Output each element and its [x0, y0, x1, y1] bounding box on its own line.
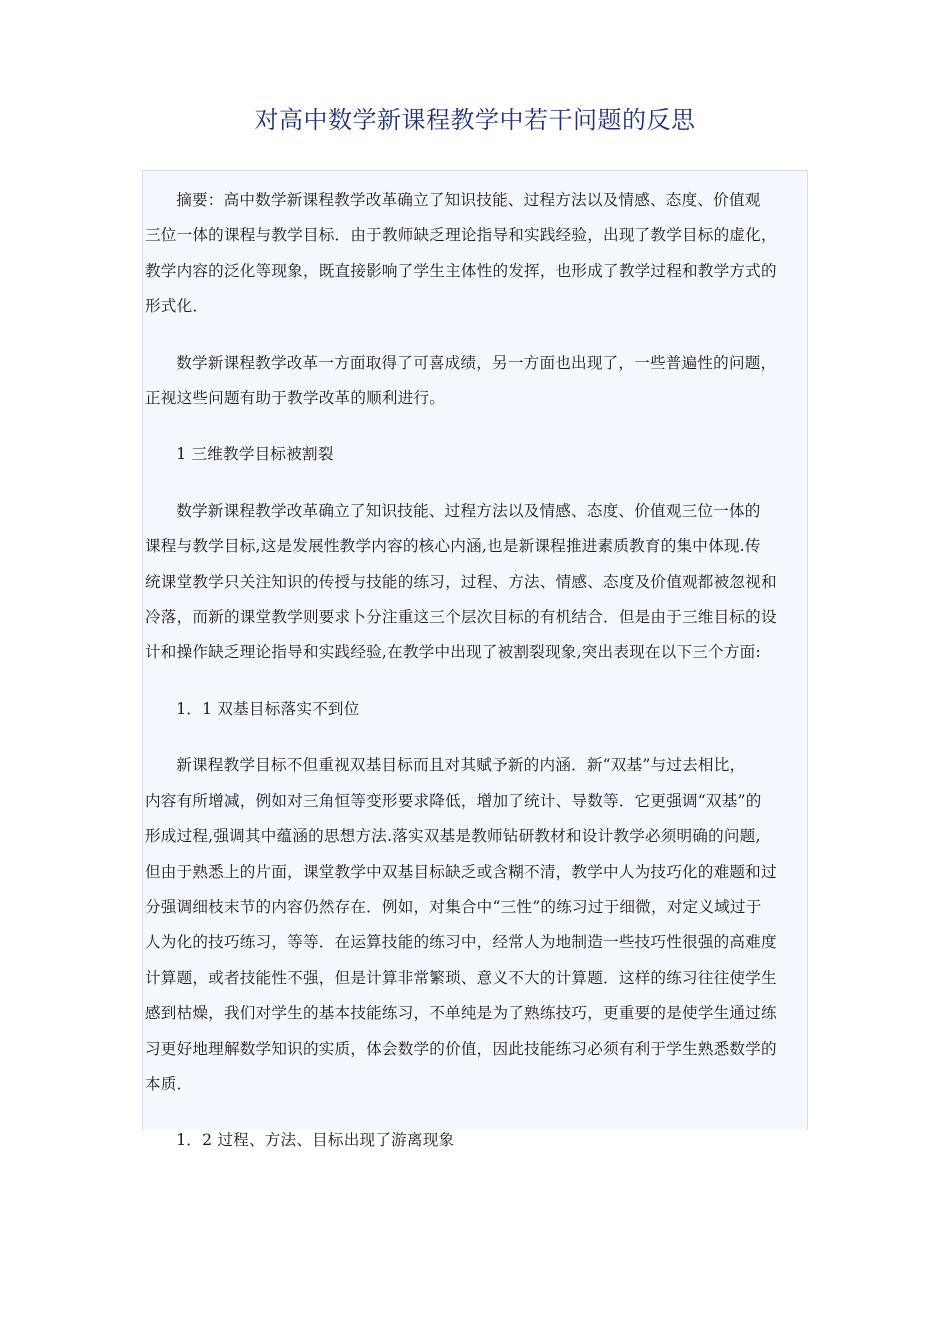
- text-line: 新课程教学目标不但重视双基目标而且对其赋予新的内涵．新“双基”与过去相比，: [176, 756, 746, 775]
- page-title: 对高中数学新课程教学中若干问题的反思: [254, 106, 696, 134]
- text-line: 教学内容的泛化等现象，既直接影响了学生主体性的发挥，也形成了教学过程和教学方式的: [145, 261, 777, 280]
- text-line: 分强调细枝末节的内容仍然存在．例如，对集合中“三性”的练习过于细微，对定义域过于: [145, 897, 762, 916]
- article-body: [142, 170, 808, 1150]
- text-line: 摘要：高中数学新课程教学改革确立了知识技能、过程方法以及情感、态度、价值观: [176, 191, 761, 209]
- text-line: 感到枯燥，我们对学生的基本技能练习，不单纯是为了熟练技巧，更重要的是使学生通过练: [145, 1004, 777, 1023]
- text-line: 习更好地理解数学知识的实质，体会数学的价值，因此技能练习必须有利于学生熟悉数学的: [145, 1039, 777, 1058]
- text-line: 形成过程,强调其中蕴涵的思想方法.落实双基是教师钻研教材和设计教学必须明确的问题,: [145, 827, 761, 846]
- text-line: 统课堂教学只关注知识的传授与技能的练习，过程、方法、情感、态度及价值观都被忽视和: [145, 572, 777, 591]
- text-line: 课程与教学目标,这是发展性教学内容的核心内涵,也是新课程推进素质教育的集中体现.传: [145, 537, 761, 556]
- text-line: 数学新课程教学改革一方面取得了可喜成绩，另一方面也出现了，一些普遍性的问题，: [176, 353, 777, 372]
- text-line: 内容有所增减，例如对三角恒等变形要求降低，增加了统计、导数等．它更强调“双基”的: [145, 791, 762, 810]
- text-line: 正视这些问题有助于教学改革的顺利进行。: [145, 389, 446, 408]
- text-line: 冷落，而新的课堂教学则要求卜分注重这三个层次目标的有机结合．但是由于三维目标的设: [145, 608, 777, 627]
- text-line: 本质．: [145, 1074, 193, 1093]
- text-line: 但由于熟悉上的片面，课堂教学中双基目标缺乏或含糊不清，教学中人为技巧化的难题和过: [145, 862, 777, 881]
- section-heading-1: [145, 437, 807, 472]
- section-heading-1-1: [145, 692, 807, 727]
- text-line: 三位一体的课程与教学目标．由于教师缺乏理论指导和实践经验，出现了教学目标的虚化，: [145, 226, 777, 245]
- section-heading-1-2: [145, 1123, 807, 1158]
- intro-paragraph: [145, 346, 807, 417]
- heading-text: 1．2 过程、方法、目标出现了游离现象: [176, 1131, 455, 1150]
- article-content: [143, 171, 807, 1159]
- abstract-paragraph: [145, 183, 807, 325]
- section-1-paragraph: [145, 494, 807, 671]
- text-line: 数学新课程教学改革确立了知识技能、过程方法以及情感、态度、价值观三位一体的: [176, 501, 761, 520]
- text-line: 人为化的技巧练习，等等．在运算技能的练习中，经常人为地制造一些技巧性很强的高难度: [145, 933, 777, 952]
- section-1-1-paragraph: [145, 748, 807, 1102]
- heading-text: 1．1 双基目标落实不到位: [176, 699, 360, 718]
- heading-text: 1 三维教学目标被割裂: [176, 445, 334, 464]
- text-line: 形式化．: [145, 297, 209, 316]
- text-line: 计和操作缺乏理论指导和实践经验,在教学中出现了被割裂现象,突出表现在以下三个方面:: [145, 643, 761, 662]
- text-line: 计算题，或者技能性不强，但是计算非常繁琐、意义不大的计算题．这样的练习往往使学生: [145, 968, 777, 987]
